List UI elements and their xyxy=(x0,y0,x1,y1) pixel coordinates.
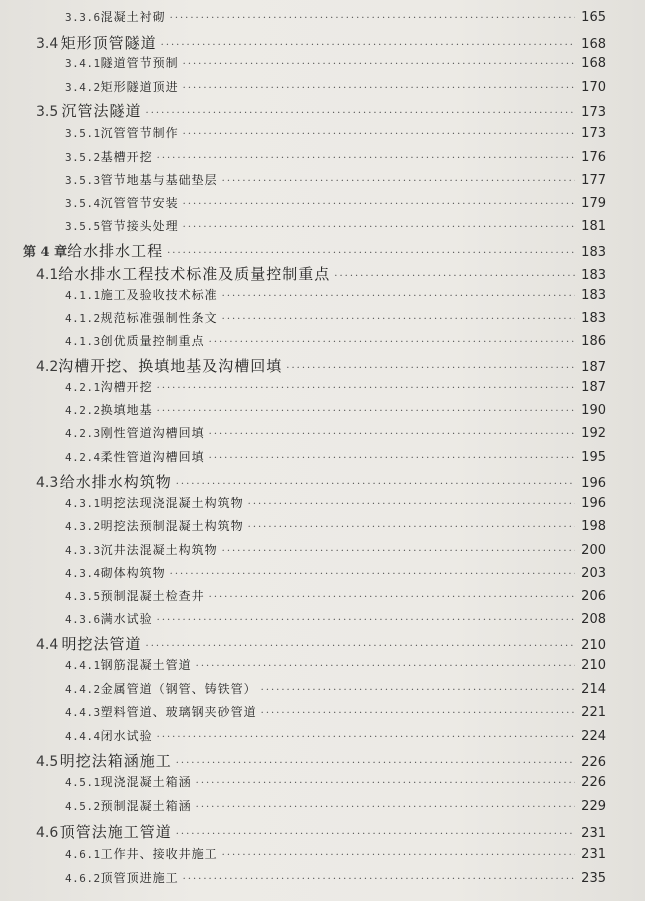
toc-page-number: 198 xyxy=(581,519,606,534)
toc-subsection xyxy=(0,124,645,141)
toc-subsection xyxy=(0,148,645,165)
toc-section xyxy=(0,355,645,376)
dot-leader xyxy=(261,708,576,719)
dot-leader xyxy=(222,850,576,861)
toc-entry-number: 4.6.2 xyxy=(65,872,101,885)
toc-entry-title: 沉管法隧道 xyxy=(61,102,142,120)
toc-page-number: 224 xyxy=(581,729,606,744)
toc-entry-number: 3.5 xyxy=(36,104,59,120)
toc-entry-title: 预制混凝土箱涵 xyxy=(100,799,192,813)
toc-subsection xyxy=(0,286,645,303)
toc-subsection xyxy=(0,217,645,234)
toc-entry-title: 基槽开挖 xyxy=(100,150,153,164)
toc-page-number: 183 xyxy=(581,311,606,326)
toc-page-number: 226 xyxy=(581,775,606,790)
dot-leader xyxy=(146,108,576,119)
toc-subsection xyxy=(0,656,645,673)
dot-leader xyxy=(157,732,576,743)
toc-section xyxy=(0,100,645,121)
toc-entry-number: 4.1 xyxy=(36,267,59,283)
toc-entry-title: 预制混凝土检查井 xyxy=(100,589,205,603)
toc-page-number: 206 xyxy=(581,589,606,604)
toc-entry-title: 沉管管节制作 xyxy=(100,126,179,140)
toc-entry-number: 3.5.1 xyxy=(65,127,101,140)
toc-page-number: 181 xyxy=(581,219,606,234)
dot-leader xyxy=(176,829,575,840)
toc-entry-title: 顶管法施工管道 xyxy=(59,823,172,841)
dot-leader xyxy=(176,479,575,490)
toc-subsection xyxy=(0,8,645,25)
toc-entry-number: 3.4 xyxy=(36,36,59,52)
toc-entry-title: 满水试验 xyxy=(100,612,153,626)
toc-page-number: 226 xyxy=(581,755,606,770)
dot-leader xyxy=(196,778,576,789)
dot-leader xyxy=(157,153,576,164)
toc-entry-number: 第 4 章 xyxy=(23,245,68,260)
dot-leader xyxy=(161,40,576,51)
toc-entry-number: 4.3 xyxy=(36,475,59,491)
toc-subsection xyxy=(0,448,645,465)
toc-subsection xyxy=(0,517,645,534)
dot-leader xyxy=(209,592,576,603)
toc-subsection xyxy=(0,309,645,326)
dot-leader xyxy=(167,248,575,259)
toc-entry-title: 混凝土衬砌 xyxy=(100,10,166,24)
toc-page-number: 168 xyxy=(581,37,606,52)
toc-subsection xyxy=(0,797,645,814)
dot-leader xyxy=(222,546,576,557)
dot-leader xyxy=(170,569,576,580)
dot-leader xyxy=(196,802,576,813)
toc-entry-title: 给水排水构筑物 xyxy=(59,473,172,491)
toc-subsection xyxy=(0,494,645,511)
toc-subsection xyxy=(0,869,645,886)
toc-entry-number: 3.5.4 xyxy=(65,197,101,210)
toc-page-number: 231 xyxy=(581,826,606,841)
toc-subsection xyxy=(0,194,645,211)
toc-page-number: 179 xyxy=(581,196,606,211)
toc-section xyxy=(0,821,645,842)
dot-leader xyxy=(222,314,576,325)
toc-entry-title: 管节接头处理 xyxy=(100,219,179,233)
toc-page-number: 176 xyxy=(581,150,606,165)
toc-entry-number: 3.4.2 xyxy=(65,81,101,94)
toc-section xyxy=(0,633,645,654)
toc-entry-number: 4.4.2 xyxy=(65,683,101,696)
toc-page-number: 210 xyxy=(581,638,606,653)
dot-leader xyxy=(222,291,576,302)
toc-subsection xyxy=(0,564,645,581)
toc-subsection xyxy=(0,78,645,95)
toc-subsection xyxy=(0,845,645,862)
dot-leader xyxy=(183,874,576,885)
toc-subsection xyxy=(0,332,645,349)
toc-section xyxy=(0,32,645,53)
toc-page-number: 210 xyxy=(581,658,606,673)
toc-entry-number: 4.1.3 xyxy=(65,335,101,348)
toc-entry-number: 4.4.1 xyxy=(65,659,101,672)
toc-entry-title: 金属管道（钢管、铸铁管） xyxy=(100,682,257,696)
dot-leader xyxy=(209,337,576,348)
dot-leader xyxy=(248,499,576,510)
toc-entry-title: 顶管顶进施工 xyxy=(100,871,179,885)
toc-subsection xyxy=(0,680,645,697)
toc-entry-title: 创优质量控制重点 xyxy=(100,334,205,348)
toc-entry-number: 3.5.5 xyxy=(65,220,101,233)
toc-page-number: 168 xyxy=(581,56,606,71)
toc-subsection xyxy=(0,541,645,558)
toc-entry-title: 工作井、接收井施工 xyxy=(100,847,218,861)
toc-entry-number: 4.2.2 xyxy=(65,404,101,417)
toc-entry-title: 管节地基与基础垫层 xyxy=(100,173,218,187)
toc-page-number: 231 xyxy=(581,847,606,862)
toc-page-number: 173 xyxy=(581,126,606,141)
dot-leader xyxy=(334,271,575,282)
toc-entry-number: 4.3.2 xyxy=(65,520,101,533)
toc-page-number: 187 xyxy=(581,380,606,395)
toc-entry-number: 4.2.1 xyxy=(65,381,101,394)
toc-entry-number: 4.5 xyxy=(36,754,59,770)
toc-subsection xyxy=(0,378,645,395)
toc-page-number: 203 xyxy=(581,566,606,581)
dot-leader xyxy=(176,758,575,769)
dot-leader xyxy=(146,641,576,652)
toc-page-number: 170 xyxy=(581,80,606,95)
toc-subsection xyxy=(0,424,645,441)
toc-entry-title: 明挖法管道 xyxy=(61,635,142,653)
toc-entry-title: 沉井法混凝土构筑物 xyxy=(100,543,218,557)
toc-page-number: 177 xyxy=(581,173,606,188)
toc-page-number: 183 xyxy=(581,245,606,260)
toc-entry-title: 闭水试验 xyxy=(100,729,153,743)
toc-page-number: 192 xyxy=(581,426,606,441)
toc-subsection xyxy=(0,610,645,627)
toc-entry-number: 4.2.4 xyxy=(65,451,101,464)
toc-entry-title: 现浇混凝土箱涵 xyxy=(100,775,192,789)
toc-entry-title: 塑料管道、玻璃钢夹砂管道 xyxy=(100,705,257,719)
dot-leader xyxy=(183,83,576,94)
toc-entry-title: 柔性管道沟槽回填 xyxy=(100,450,205,464)
toc-entry-number: 4.4.3 xyxy=(65,706,101,719)
toc-entry-number: 4.5.2 xyxy=(65,800,101,813)
toc-entry-number: 4.2.3 xyxy=(65,427,101,440)
toc-page-number: 200 xyxy=(581,543,606,558)
toc-page-number: 183 xyxy=(581,268,606,283)
toc-entry-title: 隧道管节预制 xyxy=(100,56,179,70)
toc-page-number: 221 xyxy=(581,705,606,720)
toc-entry-number: 3.5.2 xyxy=(65,151,101,164)
toc-entry-title: 沟槽开挖、换填地基及沟槽回填 xyxy=(58,357,283,375)
dot-leader xyxy=(196,661,576,672)
toc-entry-title: 施工及验收技术标准 xyxy=(100,288,218,302)
toc-entry-title: 明挖法箱涵施工 xyxy=(59,752,172,770)
toc-section xyxy=(0,471,645,492)
toc-page-number: 208 xyxy=(581,612,606,627)
toc-page-number: 235 xyxy=(581,871,606,886)
toc-entry-number: 4.3.3 xyxy=(65,544,101,557)
dot-leader xyxy=(183,199,576,210)
toc-entry-title: 规范标准强制性条文 xyxy=(100,311,218,325)
dot-leader xyxy=(170,13,576,24)
dot-leader xyxy=(261,685,576,696)
toc-subsection xyxy=(0,587,645,604)
dot-leader xyxy=(183,222,576,233)
toc-page-number: 196 xyxy=(581,496,606,511)
dot-leader xyxy=(222,176,576,187)
dot-leader xyxy=(157,406,576,417)
toc-page-number: 214 xyxy=(581,682,606,697)
toc-subsection xyxy=(0,54,645,71)
toc-entry-title: 刚性管道沟槽回填 xyxy=(100,426,205,440)
toc-section xyxy=(0,750,645,771)
toc-entry-number: 4.1.1 xyxy=(65,289,101,302)
toc-subsection xyxy=(0,401,645,418)
toc-page-number: 229 xyxy=(581,799,606,814)
toc-entry-number: 4.5.1 xyxy=(65,776,101,789)
toc-entry-number: 3.4.1 xyxy=(65,57,101,70)
toc-entry-title: 矩形隧道顶进 xyxy=(100,80,179,94)
toc-entry-number: 4.3.6 xyxy=(65,613,101,626)
toc-entry-number: 4.4 xyxy=(36,637,59,653)
dot-leader xyxy=(183,129,576,140)
toc-page-number: 195 xyxy=(581,450,606,465)
toc-subsection xyxy=(0,171,645,188)
toc-subsection xyxy=(0,727,645,744)
toc-entry-number: 4.1.2 xyxy=(65,312,101,325)
toc-entry-title: 沟槽开挖 xyxy=(100,380,153,394)
toc-page-number: 173 xyxy=(581,105,606,120)
toc-entry-title: 钢筋混凝土管道 xyxy=(100,658,192,672)
toc-page-number: 183 xyxy=(581,288,606,303)
toc-page-number: 186 xyxy=(581,334,606,349)
toc-page-number: 196 xyxy=(581,476,606,491)
toc-page-number: 165 xyxy=(581,10,606,25)
toc-subsection xyxy=(0,703,645,720)
toc-entry-number: 4.3.4 xyxy=(65,567,101,580)
dot-leader xyxy=(209,453,576,464)
toc-entry-title: 明挖法预制混凝土构筑物 xyxy=(100,519,244,533)
toc-entry-title: 明挖法现浇混凝土构筑物 xyxy=(100,496,244,510)
toc-entry-number: 4.3.1 xyxy=(65,497,101,510)
toc-entry-number: 4.3.5 xyxy=(65,590,101,603)
dot-leader xyxy=(157,383,576,394)
toc-page-number: 187 xyxy=(581,360,606,375)
toc-entry-number: 4.2 xyxy=(36,359,59,375)
dot-leader xyxy=(183,59,576,70)
toc-entry-number: 4.6.1 xyxy=(65,848,101,861)
toc-entry-title: 砌体构筑物 xyxy=(100,566,166,580)
dot-leader xyxy=(157,615,576,626)
toc-entry-title: 沉管管节安装 xyxy=(100,196,179,210)
toc-entry-number: 4.6 xyxy=(36,825,59,841)
toc-chapter xyxy=(0,240,645,261)
toc-entry-title: 给水排水工程 xyxy=(67,242,164,260)
toc-entry-number: 4.4.4 xyxy=(65,730,101,743)
toc-entry-title: 换填地基 xyxy=(100,403,153,417)
toc-section xyxy=(0,263,645,284)
dot-leader xyxy=(286,363,575,374)
dot-leader xyxy=(209,429,576,440)
dot-leader xyxy=(248,522,576,533)
toc-page-number: 190 xyxy=(581,403,606,418)
toc-entry-number: 3.3.6 xyxy=(65,11,101,24)
toc-subsection xyxy=(0,773,645,790)
toc-entry-title: 给水排水工程技术标准及质量控制重点 xyxy=(58,265,331,283)
toc-entry-title: 矩形顶管隧道 xyxy=(60,34,157,52)
toc-entry-number: 3.5.3 xyxy=(65,174,101,187)
